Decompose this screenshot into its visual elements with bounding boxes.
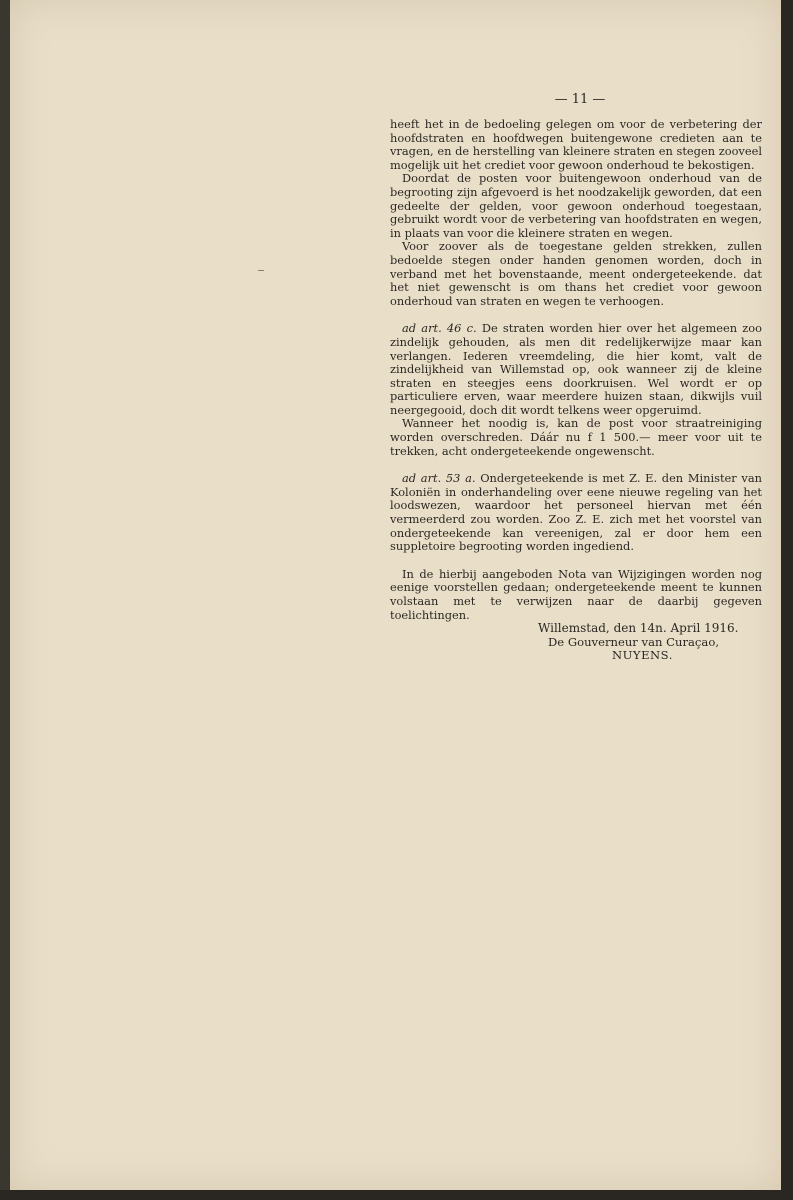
document-page <box>10 0 781 1190</box>
paragraph: Voor zoover als de toegestane gelden strekken, zullen bedoelde stegen onder handen genomen worden, doch in verband met het bovenstaande, meent ondergeteekende. dat het niet gewenscht is om thans het crediet voor gewoon onderhoud van straten en wegen te verhoogen. <box>390 239 762 308</box>
signature-role: De Gouverneur van Curaçao, <box>548 634 720 649</box>
paragraph: Doordat de posten voor buitengewoon onderhoud van de begrooting zijn afgevoerd is het noodzakelijk geworden, dat een gedeelte der gelden, voor gewoon onderhoud toegestaan, gebruikt wordt voor de verbetering van hoofdstraten en wegen, in plaats van voor die kleinere straten en wegen. <box>390 171 762 240</box>
article-reference: ad art. 46 c. <box>402 321 477 336</box>
article-paragraph <box>390 472 762 554</box>
paragraph: heeft het in de bedoeling gelegen om voor de verbetering der hoofdstraten en hoofdwegen buitengewone credieten aan te vragen, en de herstelling van kleinere straten en stegen zooveel mogelijk uit het crediet voor gewoon onderhoud te bekostigen. <box>390 117 762 172</box>
paragraph: In de hierbij aangeboden Nota van Wijzigingen worden nog eenige voorstellen gedaan; ondergeteekende meent te kunnen volstaan met te verwijzen naar de daarbij gegeven toelichtingen. <box>390 566 762 622</box>
paragraph: Wanneer het noodig is, kan de post voor straatreiniging worden overschreden. Dáár nu f 1 500.— meer voor uit te trekken, acht ondergeteekende ongewenscht. <box>390 416 762 458</box>
signature-name: NUYENS. <box>612 648 673 663</box>
scan-edge-bottom <box>0 1190 793 1200</box>
article-text: De straten worden hier over het algemeen zoo zindelijk gehouden, als men dit redelijkerwijze maar kan verlangen. Iederen vreemdeling, die hier komt, valt de zindelijkheid van Willemstad op, ook wanneer zij de kleine straten en steegjes eens doorkruisen. Wel wordt er op particuliere erven, waar meerdere huizen staan, dikwijls vuil neergegooid, doch dit wordt telkens weer opgeruimd. <box>390 321 762 417</box>
scan-edge-right <box>781 0 793 1200</box>
article-text: Ondergeteekende is met Z. E. den Minister van Koloniën in onderhandeling over eene nieuwe regeling van het loodswezen, waardoor het personeel hiervan met één vermeerderd zou worden. Zoo Z. E. zich met het voorstel van ondergeteekende kan vereenigen, zal er door hem een suppletoire begrooting worden ingediend. <box>390 471 762 554</box>
text-column <box>390 118 762 663</box>
page-number: — 11 — <box>554 92 606 107</box>
article-paragraph <box>390 322 762 417</box>
margin-mark <box>258 270 264 271</box>
signature-place-date: Willemstad, den 14n. April 1916. <box>538 621 739 636</box>
article-reference: ad art. 53 a. <box>402 471 476 486</box>
